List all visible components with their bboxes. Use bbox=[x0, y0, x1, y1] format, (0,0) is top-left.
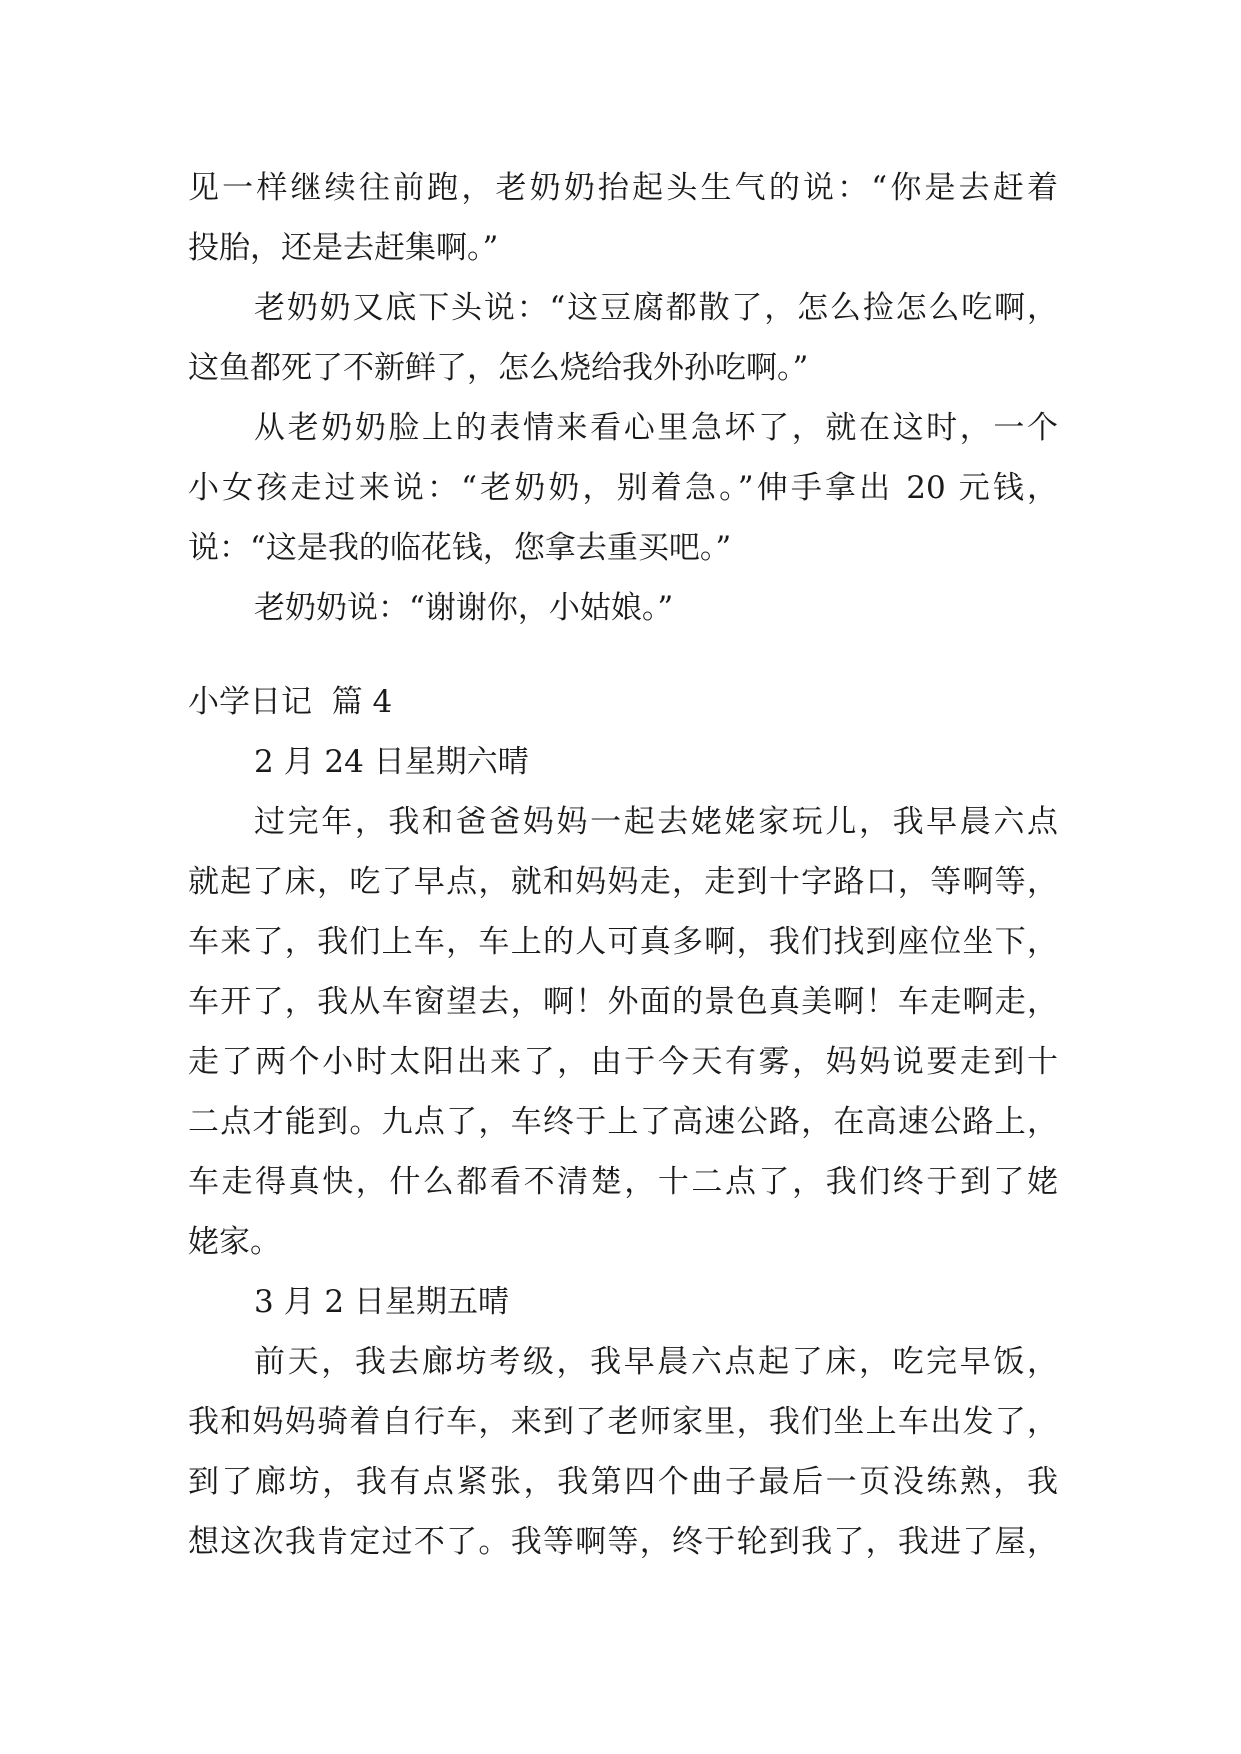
text-line: 说：“这是我的临花钱，您拿去重买吧。” bbox=[188, 530, 732, 566]
text-line: 想这次我肯定过不了。我等啊等，终于轮到我了，我进了屋， bbox=[188, 1524, 1058, 1560]
text-line: 见一样继续往前跑，老奶奶抬起头生气的说：“你是去赶着 bbox=[188, 170, 1058, 206]
text-line: 姥家。 bbox=[188, 1224, 281, 1260]
text-line: 车开了，我从车窗望去，啊！外面的景色真美啊！车走啊走， bbox=[188, 984, 1058, 1020]
text-line: 车来了，我们上车，车上的人可真多啊，我们找到座位坐下， bbox=[188, 924, 1058, 960]
text-line: 我和妈妈骑着自行车，来到了老师家里，我们坐上车出发了， bbox=[188, 1404, 1058, 1440]
text-line: 前天，我去廊坊考级，我早晨六点起了床，吃完早饭， bbox=[254, 1344, 1058, 1380]
text-line: 车走得真快，什么都看不清楚，十二点了，我们终于到了姥 bbox=[188, 1164, 1058, 1200]
text-line: 过完年，我和爸爸妈妈一起去姥姥家玩儿，我早晨六点 bbox=[254, 804, 1058, 840]
text-line: 就起了床，吃了早点，就和妈妈走，走到十字路口，等啊等， bbox=[188, 864, 1058, 900]
text-line: 二点才能到。九点了，车终于上了高速公路，在高速公路上， bbox=[188, 1104, 1058, 1140]
text-line: 从老奶奶脸上的表情来看心里急坏了，就在这时，一个 bbox=[254, 410, 1058, 446]
text-line: 投胎，还是去赶集啊。” bbox=[188, 230, 499, 266]
text-line: 老奶奶说：“谢谢你，小姑娘。” bbox=[254, 590, 674, 626]
section-title: 小学日记 篇 4 bbox=[188, 684, 393, 720]
story-continuation bbox=[188, 158, 1058, 638]
diary-section bbox=[188, 672, 1058, 1572]
text-line: 老奶奶又底下头说：“这豆腐都散了，怎么捡怎么吃啊， bbox=[254, 290, 1058, 326]
text-line: 走了两个小时太阳出来了，由于今天有雾，妈妈说要走到十 bbox=[188, 1044, 1058, 1080]
text-line: 到了廊坊，我有点紧张，我第四个曲子最后一页没练熟，我 bbox=[188, 1464, 1058, 1500]
diary-date-heading: 3 月 2 日星期五晴 bbox=[254, 1284, 510, 1320]
text-line: 这鱼都死了不新鲜了，怎么烧给我外孙吃啊。” bbox=[188, 350, 809, 386]
text-line: 小女孩走过来说：“老奶奶，别着急。”伸手拿出 20 元钱， bbox=[188, 470, 1058, 506]
diary-date-heading: 2 月 24 日星期六晴 bbox=[254, 744, 529, 780]
